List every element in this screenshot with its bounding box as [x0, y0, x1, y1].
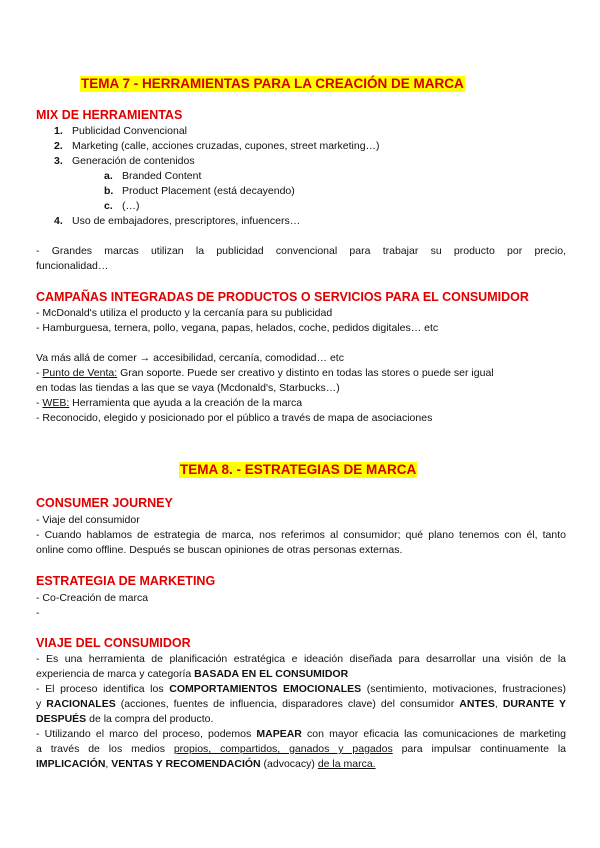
campanas-line: - Reconocido, elegido y posicionado por el público a través de mapa de asociaciones [36, 412, 433, 424]
journey-heading: CONSUMER JOURNEY [36, 496, 173, 510]
punto-de-venta-label: Punto de Venta: [42, 367, 118, 379]
list-item: Branded Content [122, 170, 202, 182]
campanas-line: - McDonald's utiliza el producto y la cercanía para su publicidad [36, 307, 333, 319]
list-number: 3. [54, 155, 63, 167]
web-line: - WEB: Herramienta que ayuda a la creación de la marca [36, 397, 303, 409]
list-number: 1. [54, 125, 63, 137]
viaje-paragraph-line: y RACIONALES (acciones, fuentes de influencia, disparadores clave) del consumidor ANTES, DURANTE Y [36, 698, 567, 710]
tema7-title: TEMA 7 - HERRAMIENTAS PARA LA CREACIÓN DE MARCA [81, 76, 464, 91]
list-letter: a. [104, 170, 113, 182]
list-letter: c. [104, 200, 113, 212]
tema8-title: TEMA 8. - ESTRATEGIAS DE MARCA [180, 462, 417, 477]
estrategia-heading: ESTRATEGIA DE MARKETING [36, 574, 216, 588]
list-letter: b. [104, 185, 114, 197]
viaje-paragraph-line: experiencia de marca y categoría BASADA EN EL CONSUMIDOR [36, 668, 349, 680]
estrategia-line: - Co-Creación de marca [36, 592, 149, 604]
campanas-line: Va más allá de comer → accesibilidad, cercanía, comodidad… etc [36, 352, 344, 364]
list-item: Uso de embajadores, prescriptores, infuencers… [72, 215, 301, 227]
viaje-heading: VIAJE DEL CONSUMIDOR [36, 636, 191, 650]
viaje-paragraph-line: - Utilizando el marco del proceso, podemos MAPEAR con mayor eficacia las comunicaciones de marketing [36, 728, 566, 740]
journey-line: - Viaje del consumidor [36, 514, 140, 526]
list-item: (…) [122, 200, 140, 212]
viaje-paragraph-line: - Es una herramienta de planificación estratégica e ideación diseñada para desarrollar una visión de la [36, 653, 566, 665]
web-label: WEB: [42, 397, 70, 409]
campanas-line: - Hamburguesa, ternera, pollo, vegana, papas, helados, coche, pedidos digitales… etc [36, 322, 439, 334]
viaje-paragraph-line: a través de los medios propios, compartidos, ganados y pagados para impulsar continuamente la [36, 743, 567, 755]
estrategia-line: - [36, 607, 40, 619]
list-item: Generación de contenidos [72, 155, 195, 167]
viaje-paragraph-line: DESPUÉS de la compra del producto. [36, 713, 214, 725]
list-item: Marketing (calle, acciones cruzadas, cupones, street marketing…) [72, 140, 380, 152]
journey-line: - Cuando hablamos de estrategia de marca, nos referimos al consumidor; qué plano tenemos con él, tanto [36, 529, 566, 541]
punto-de-venta-line: - Punto de Venta: Gran soporte. Puede ser creativo y distinto en todas las stores o puede ser igual [36, 367, 494, 379]
campanas-heading: CAMPAÑAS INTEGRADAS DE PRODUCTOS O SERVICIOS PARA EL CONSUMIDOR [36, 290, 529, 304]
campanas-line: en todas las tiendas a las que se vaya (Mcdonald's, Starbucks…) [36, 382, 340, 394]
viaje-paragraph-line: IMPLICACIÓN, VENTAS Y RECOMENDACIÓN (advocacy) de la marca. [36, 758, 376, 770]
list-number: 2. [54, 140, 63, 152]
mix-heading: MIX DE HERRAMIENTAS [36, 108, 183, 122]
list-item: Publicidad Convencional [72, 125, 187, 137]
viaje-paragraph-line: - El proceso identifica los COMPORTAMIENTOS EMOCIONALES (sentimiento, motivaciones, frustraciones) [36, 683, 566, 695]
journey-line: online como offline. Después se buscan opiniones de otras personas externas. [36, 544, 403, 556]
mix-note-line: - Grandes marcas utilizan la publicidad convencional para trabajar su producto por precio, [36, 245, 566, 257]
mix-note-line: funcionalidad… [36, 260, 109, 272]
list-number: 4. [54, 215, 63, 227]
list-item: Product Placement (está decayendo) [122, 185, 295, 197]
